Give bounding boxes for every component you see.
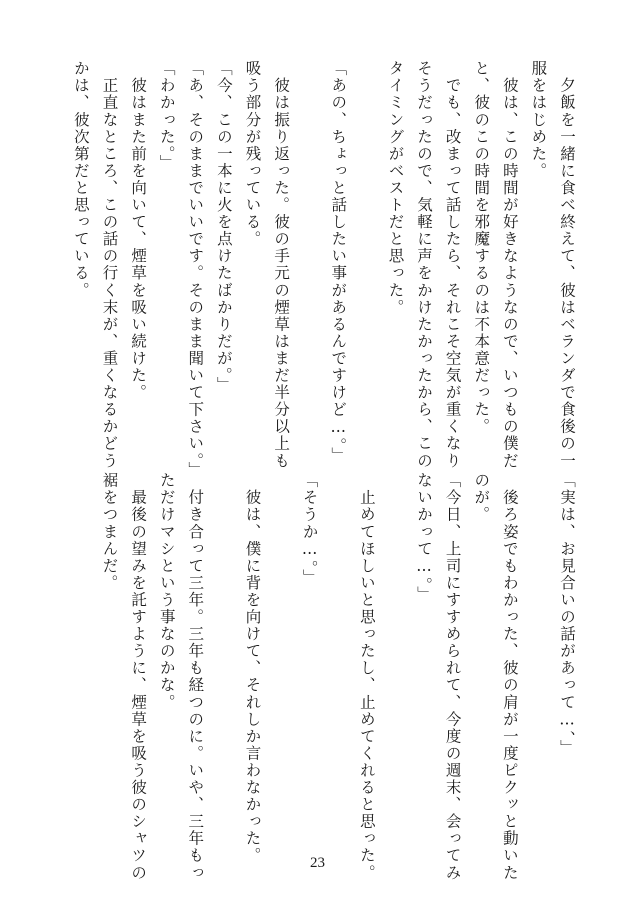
top-text-block [51,60,581,479]
text-line [381,472,410,842]
text-line: 服をはじめた。 [529,60,548,180]
text-line: 「今日、上司にすすめられて、今度の週末、会ってみ [443,472,462,882]
text-line: そうだったので、気軽に声をかけたかったから、この [415,60,434,470]
text-line: 「今、この一本に火を点けたばかりだが。」 [214,60,233,394]
text-line: タイミングがベストだと思った。 [386,60,405,316]
text-line: 彼はまた前を向いて、煙草を吸い続けた。 [129,60,148,401]
text-line [524,472,553,842]
text-line: 付き合って三年。三年も経つのに。いや、三年もっ [186,472,205,882]
text-line: 彼は、僕に背を向けて、それしか言わなかった。 [243,472,262,865]
text-line [324,472,353,842]
text-line: 「そうか…。」 [300,472,319,587]
text-line: 「わかった。」 [157,60,176,172]
text-line: 止めてほしいと思ったし、止めてくれると思った。 [357,472,376,882]
text-line: 正直なところ、この話の行く末が、重くなるかどう [100,60,119,470]
text-line: 裾をつまんだ。 [100,472,119,592]
text-line: 吸う部分が残っている。 [243,60,262,248]
text-line: 夕飯を一緒に食べ終えて、彼はベランダで食後の一 [558,60,576,470]
page-number: 23 [310,855,325,871]
text-line [266,472,295,842]
text-line: と、彼のこの時間を邪魔するのは不本意だった。 [472,60,491,436]
text-line: 彼は振り返った。彼の手元の煙草はまだ半分以上も [272,60,291,470]
text-line: のが。 [472,472,491,524]
text-line: ないかって…。」 [415,472,434,604]
text-line [352,60,381,430]
text-line: 「あ、そのままでいいです。そのまま聞いて下さい。」 [186,60,205,479]
text-line: 「実は、お見合いの話があって…、」 [558,472,576,757]
text-line [295,60,324,430]
text-line: 後ろ姿でもわかった、彼の肩が一度ピクッと動いた [500,472,519,882]
text-line: かは、彼次第だと思っている。 [71,60,90,299]
text-line: ただけマシという事なのかな。 [157,472,176,711]
text-line: 「あの、ちょっと話したい事があるんですけど…。」 [329,60,348,464]
text-line: でも、改まって話したら、それこそ空気が重くなり [443,60,462,470]
text-line: 最後の望みを託すように、煙草を吸う彼のシャツの [129,472,148,882]
text-line: 彼は、この時間が好きなようなので、いつもの僕だ [500,60,519,470]
text-line [209,472,238,842]
